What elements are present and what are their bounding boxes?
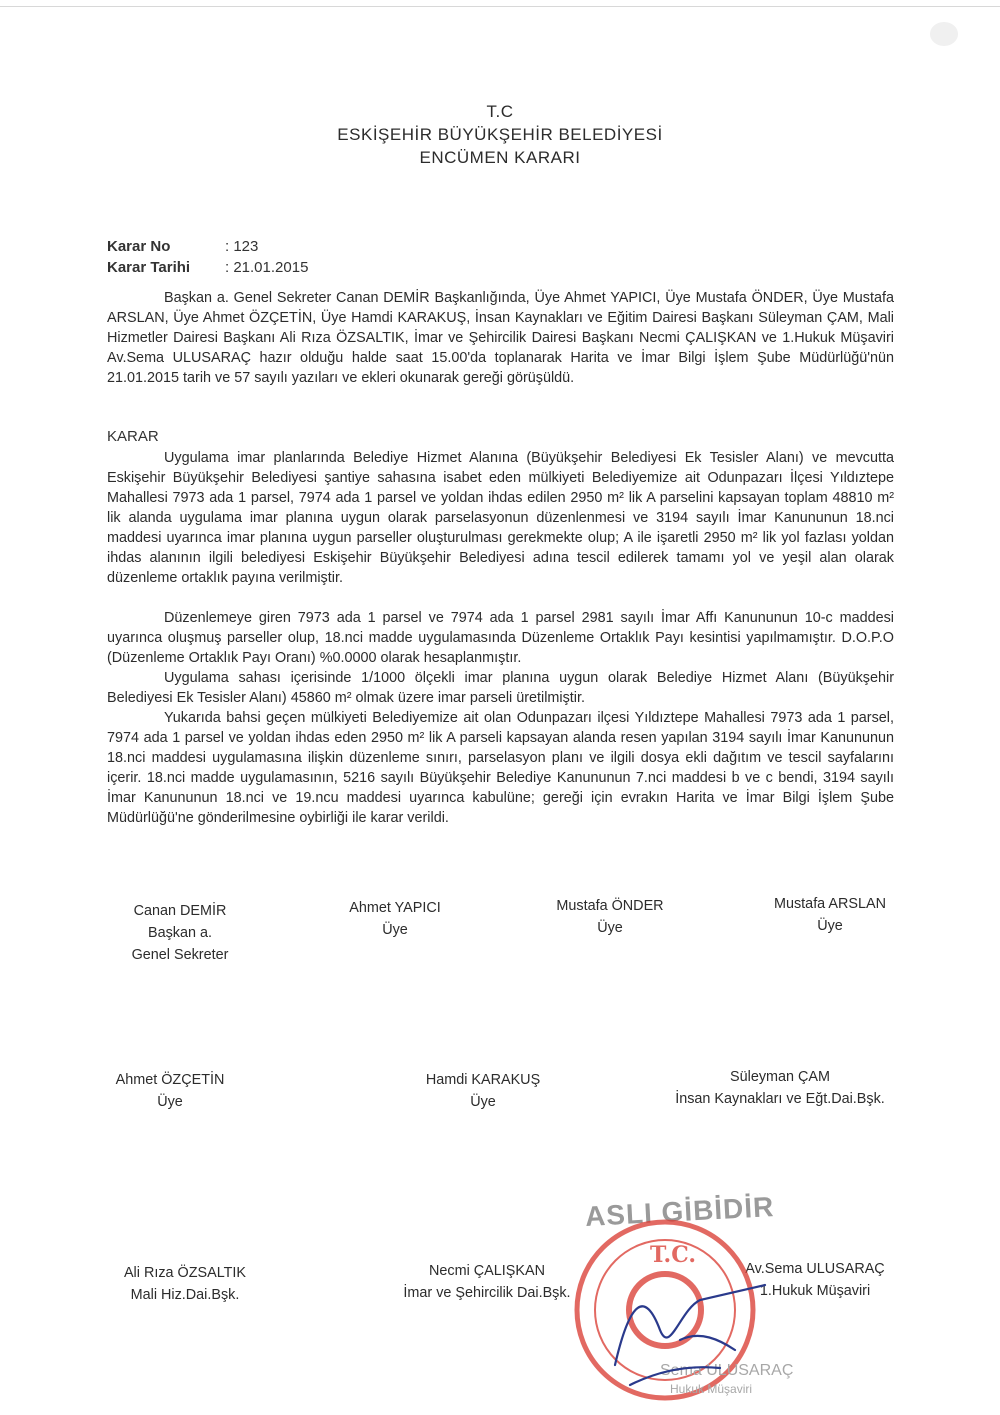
decision-date-value: : 21.01.2015 [225, 259, 309, 276]
decision-meta [107, 236, 308, 278]
header-doc-type: ENCÜMEN KARARI [419, 148, 581, 167]
signature-block-ahmet-yapici [320, 897, 470, 941]
signer-name: Hamdi KARAKUŞ [425, 1072, 541, 1088]
decision-number-value: : 123 [225, 238, 259, 255]
seal-inner-ring [595, 1240, 735, 1380]
signer-title: Üye [597, 920, 623, 936]
signer-name: Canan DEMİR [133, 903, 227, 919]
signer-title: Mali Hiz.Dai.Bşk. [130, 1287, 240, 1303]
signer-name: Mustafa ÖNDER [556, 898, 664, 914]
seal-center-ring [629, 1274, 701, 1346]
scan-edge-line [0, 6, 1000, 7]
signature-block-canan-demir [105, 900, 255, 966]
signature-block-sema-ulusarac [725, 1258, 905, 1302]
seal-outer-ring [577, 1222, 753, 1398]
scan-corner-mark [930, 22, 958, 46]
seal-mark: T.C. [650, 1242, 696, 1268]
seal-name: Sema ULUSARAÇ [660, 1362, 794, 1379]
signer-title: Başkan a. [148, 925, 212, 941]
signer-title: Üye [382, 922, 408, 938]
header-institution: ESKİŞEHİR BÜYÜKŞEHİR BELEDİYESİ [337, 125, 663, 144]
signer-name: Necmi ÇALIŞKAN [429, 1263, 545, 1279]
signature-block-ali-riza-ozsaltik [100, 1262, 270, 1306]
signature-block-suleyman-cam [650, 1066, 910, 1110]
signature-block-mustafa-onder [535, 895, 685, 939]
signer-name: Ali Rıza ÖZSALTIK [123, 1265, 247, 1281]
signer-name: Av.Sema ULUSARAÇ [745, 1261, 885, 1277]
signer-title: Üye [470, 1094, 496, 1110]
signer-title: Üye [157, 1094, 183, 1110]
decision-paragraph-3: Uygulama sahası içerisinde 1/1000 ölçekli imar planına uygun olarak Belediye Hizmet Alanı (Büyükşehir Belediyesi Ek Tesisler Alanı) 45860 m² olmak üzere imar parseli üretilmiştir. [107, 670, 894, 706]
signer-name: Ahmet ÖZÇETİN [115, 1072, 225, 1088]
signature-block-mustafa-arslan [750, 893, 910, 937]
karar-heading: KARAR [107, 428, 159, 445]
seal-title: Hukuk Müşaviri [670, 1382, 753, 1396]
decision-paragraph-1: Uygulama imar planlarında Belediye Hizmet Alanına (Büyükşehir Belediyesi Ek Tesisler Alanı) ve mevcutta Eskişehir Büyükşehir Belediyesi şantiye sahasına isabet eden mülkiyeti Belediyemize ait Odunpazarı İlçesi Yıldıztepe Mahallesi 7973 ada 1 parsel, 7974 ada 1 parsel ve yoldan ihdas edilen 2950 m² lik A parselini kapsayan toplam 48810 m² lik alanda uygulama imar planına uygun olarak parselasyonun düzenlenmesi ve 3194 sayılı İmar Kanununun 18.nci maddesi uyarınca imar planına uygun parseller oluşturulması gerekmekte olup; A ile işaretli 2950 m² lik yol fazlası yoldan ihdas alanının ilgili belediyesi Eskişehir Büyükşehir Belediyesi adına tescil edilerek tamamı yol ve yeşil alan olarak düzenleme ortaklık payına verilmiştir. [107, 450, 894, 586]
signer-name: Ahmet YAPICI [349, 900, 441, 916]
signer-title: 1.Hukuk Müşaviri [759, 1283, 871, 1299]
signer-name: Süleyman ÇAM [730, 1069, 830, 1085]
decision-paragraph-2: Düzenlemeye giren 7973 ada 1 parsel ve 7974 ada 1 parsel 2981 sayılı İmar Affı Kanununun 10-c maddesi uyarınca oluşmuş parseller olup, 18.nci madde uygulamasında Düzenleme Ortaklık Payı kesintisi yapılmamıştır. D.O.P.O (Düzenleme Ortaklık Payı Oranı) %0.0000 olarak hesaplanmıştır. [107, 610, 894, 666]
document-header [0, 100, 1000, 169]
certified-copy-stamp-text: ASLI GİBİDİR [584, 1191, 775, 1232]
decision-paragraph-4: Yukarıda bahsi geçen mülkiyeti Belediyemize ait olan Odunpazarı ilçesi Yıldıztepe Mahallesi 7973 ada 1 parsel, 7974 ada 1 parsel ve yoldan ihdas eden 2950 m² lik A parseli kapsayan alanda resen yapılan 3194 sayılı İmar Kanununun 18.nci maddesi uygulamasına ilişkin düzenleme sınırı, parselasyon planı ve ilgili dosya ekli dağıtım ve tescil sayfalarını içerir. 18.nci madde uygulamasının, 5216 sayılı Büyükşehir Belediye Kanununun 7.nci maddesi b ve c bendi, 3194 sayılı İmar Kanununun 18.nci ve 19.ncu maddesi uyarınca kabulüne; gereği için evrakın Harita ve İmar Bilgi İşlem Şube Müdürlüğü'ne gönderilmesine oybirliği ile karar verildi. [107, 710, 894, 826]
decision-number-label: Karar No [107, 238, 171, 255]
signer-title: Genel Sekreter [131, 947, 229, 963]
signature-block-hamdi-karakus [408, 1069, 558, 1113]
signer-title: Üye [817, 918, 843, 934]
decision-date-label: Karar Tarihi [107, 259, 191, 276]
signature-block-ahmet-ozcetin [95, 1069, 245, 1113]
signer-name: Mustafa ARSLAN [774, 896, 886, 912]
signer-title: İnsan Kaynakları ve Eğt.Dai.Bşk. [675, 1091, 885, 1107]
signer-title: İmar ve Şehircilik Dai.Bşk. [403, 1285, 571, 1301]
signature-block-necmi-caliskan [382, 1260, 592, 1304]
header-country: T.C [486, 102, 514, 121]
intro-paragraph: Başkan a. Genel Sekreter Canan DEMİR Başkanlığında, Üye Ahmet YAPICI, Üye Mustafa ÖNDER, Üye Mustafa ARSLAN, Üye Ahmet ÖZÇETİN, Üye Hamdi KARAKUŞ, İnsan Kaynakları ve Eğitim Dairesi Başkanı Süleyman ÇAM, Mali Hizmetler Dairesi Başkanı Ali Rıza ÖZSALTIK, İmar ve Şehircilik Dairesi Başkanı Necmi ÇALIŞKAN ve 1.Hukuk Müşaviri Av.Sema ULUSARAÇ hazır olduğu halde saat 15.00'da toplanarak Harita ve İmar Bilgi İşlem Şube Müdürlüğü'nün 21.01.2015 tarih ve 57 sayılı yazıları ve ekleri okunarak gereği görüşüldü. [107, 290, 894, 386]
